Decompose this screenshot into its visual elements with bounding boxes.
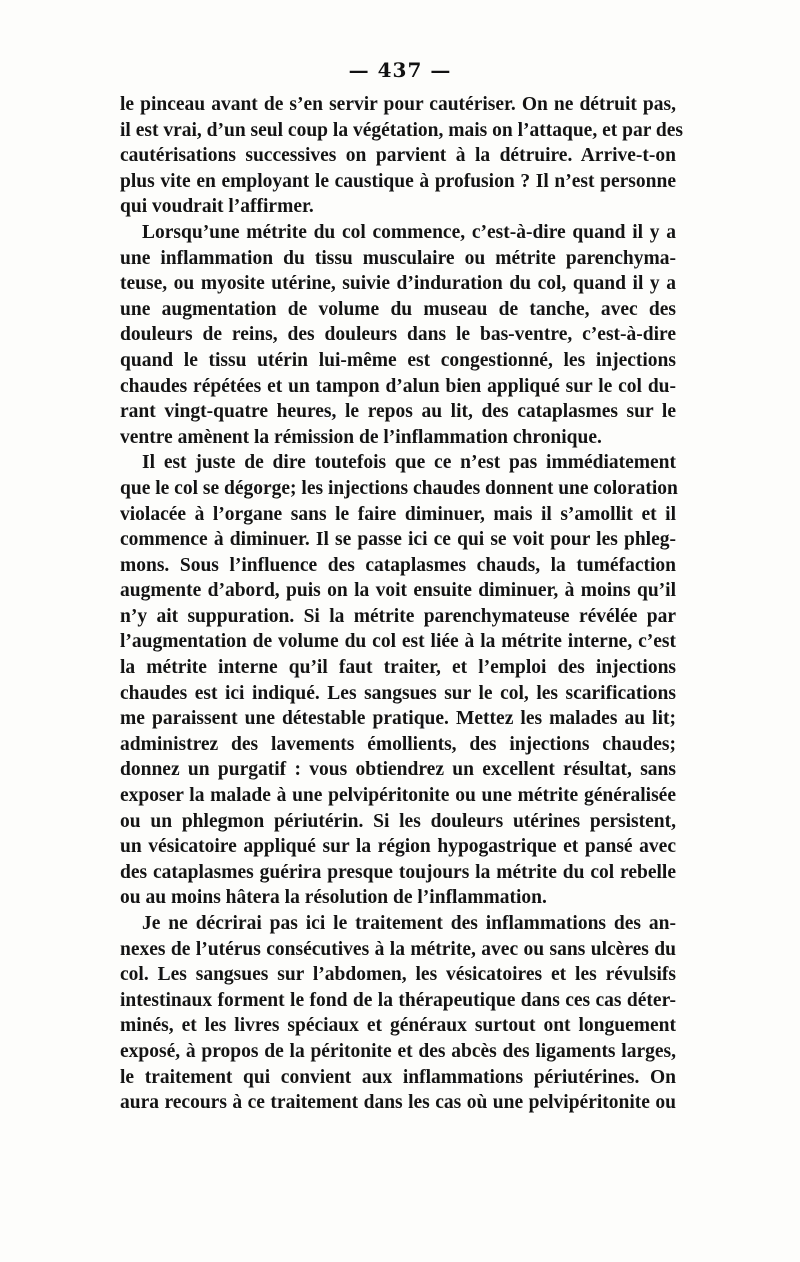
text-line: augmente d’abord, puis on la voit ensuite diminuer, à moins qu’il	[120, 580, 676, 602]
text-line: Lorsqu’une métrite du col commence, c’est-à-dire quand il y a	[142, 221, 676, 243]
text-line: aura recours à ce traitement dans les cas où une pelvipéritonite ou	[120, 1092, 676, 1114]
text-line: une augmentation de volume du museau de tanche, avec des	[120, 298, 676, 320]
text-line: le traitement qui convient aux inflammations périutérines. On	[120, 1066, 676, 1088]
text-line: nexes de l’utérus consécutives à la métrite, avec ou sans ulcères du	[120, 938, 676, 960]
text-line: cautérisations successives on parvient à la détruire. Arrive-t-on	[120, 145, 676, 167]
text-line: que le col se dégorge; les injections chaudes donnent une coloration	[120, 477, 678, 499]
text-line: col. Les sangsues sur l’abdomen, les vésicatoires et les révulsifs	[120, 964, 676, 986]
paragraph	[120, 92, 683, 220]
text-line: violacée à l’organe sans le faire diminuer, mais il s’amollit et il	[120, 503, 676, 525]
body-text	[120, 92, 683, 1116]
text-line: plus vite en employant le caustique à profusion ? Il n’est personne	[120, 170, 676, 192]
text-line: mons. Sous l’influence des cataplasmes chauds, la tuméfaction	[120, 554, 676, 576]
text-line: donnez un purgatif : vous obtiendrez un excellent résultat, sans	[120, 759, 676, 781]
text-line: rant vingt-quatre heures, le repos au lit, des cataplasmes sur le	[120, 401, 676, 423]
text-line: teuse, ou myosite utérine, suivie d’induration du col, quand il y a	[120, 273, 676, 295]
paragraph	[120, 911, 676, 1116]
text-line: ou un phlegmon périutérin. Si les douleurs utérines persistent,	[120, 810, 676, 832]
text-line: minés, et les livres spéciaux et généraux surtout ont longuement	[120, 1015, 676, 1037]
text-line: commence à diminuer. Il se passe ici ce qui se voit pour les phleg-	[120, 529, 676, 551]
text-line: ventre amènent la rémission de l’inflammation chronique.	[120, 426, 602, 448]
text-line: l’augmentation de volume du col est liée à la métrite interne, c’est	[120, 631, 676, 653]
paragraph	[120, 220, 676, 450]
text-line: chaudes est ici indiqué. Les sangsues sur le col, les scarifications	[120, 682, 676, 704]
paragraph	[120, 450, 676, 911]
text-line: me paraissent une détestable pratique. Mettez les malades au lit;	[120, 708, 676, 730]
text-line: n’y ait suppuration. Si la métrite parenchymateuse révélée par	[120, 605, 676, 627]
text-line: exposé, à propos de la péritonite et des abcès des ligaments larges,	[120, 1040, 676, 1062]
text-line: quand le tissu utérin lui-même est congestionné, les injections	[120, 349, 676, 371]
text-line: administrez des lavements émollients, des injections chaudes;	[120, 733, 676, 755]
text-line: douleurs de reins, des douleurs dans le bas-ventre, c’est-à-dire	[120, 324, 676, 346]
text-line: qui voudrait l’affirmer.	[120, 196, 314, 218]
text-line: la métrite interne qu’il faut traiter, et l’emploi des injections	[120, 657, 676, 679]
text-line: chaudes répétées et un tampon d’alun bien appliqué sur le col du-	[120, 375, 676, 397]
text-line: des cataplasmes guérira presque toujours la métrite du col rebelle	[120, 861, 676, 883]
text-line: Je ne décrirai pas ici le traitement des inflammations des an-	[142, 913, 676, 934]
text-line: intestinaux forment le fond de la thérapeutique dans ces cas déter-	[120, 989, 676, 1011]
text-line: exposer la malade à une pelvipéritonite ou une métrite généralisée	[120, 785, 676, 807]
text-line: il est vrai, d’un seul coup la végétation, mais on l’attaque, et par des	[120, 119, 683, 141]
text-line: ou au moins hâtera la résolution de l’inflammation.	[120, 887, 547, 909]
text-line: Il est juste de dire toutefois que ce n’est pas immédiatement	[142, 452, 676, 474]
text-line: un vésicatoire appliqué sur la région hypogastrique et pansé avec	[120, 836, 676, 858]
text-line: une inflammation du tissu musculaire ou métrite parenchyma-	[120, 247, 676, 269]
page-number: — 437 —	[348, 58, 452, 82]
text-line: le pinceau avant de s’en servir pour cautériser. On ne détruit pas,	[120, 94, 676, 115]
